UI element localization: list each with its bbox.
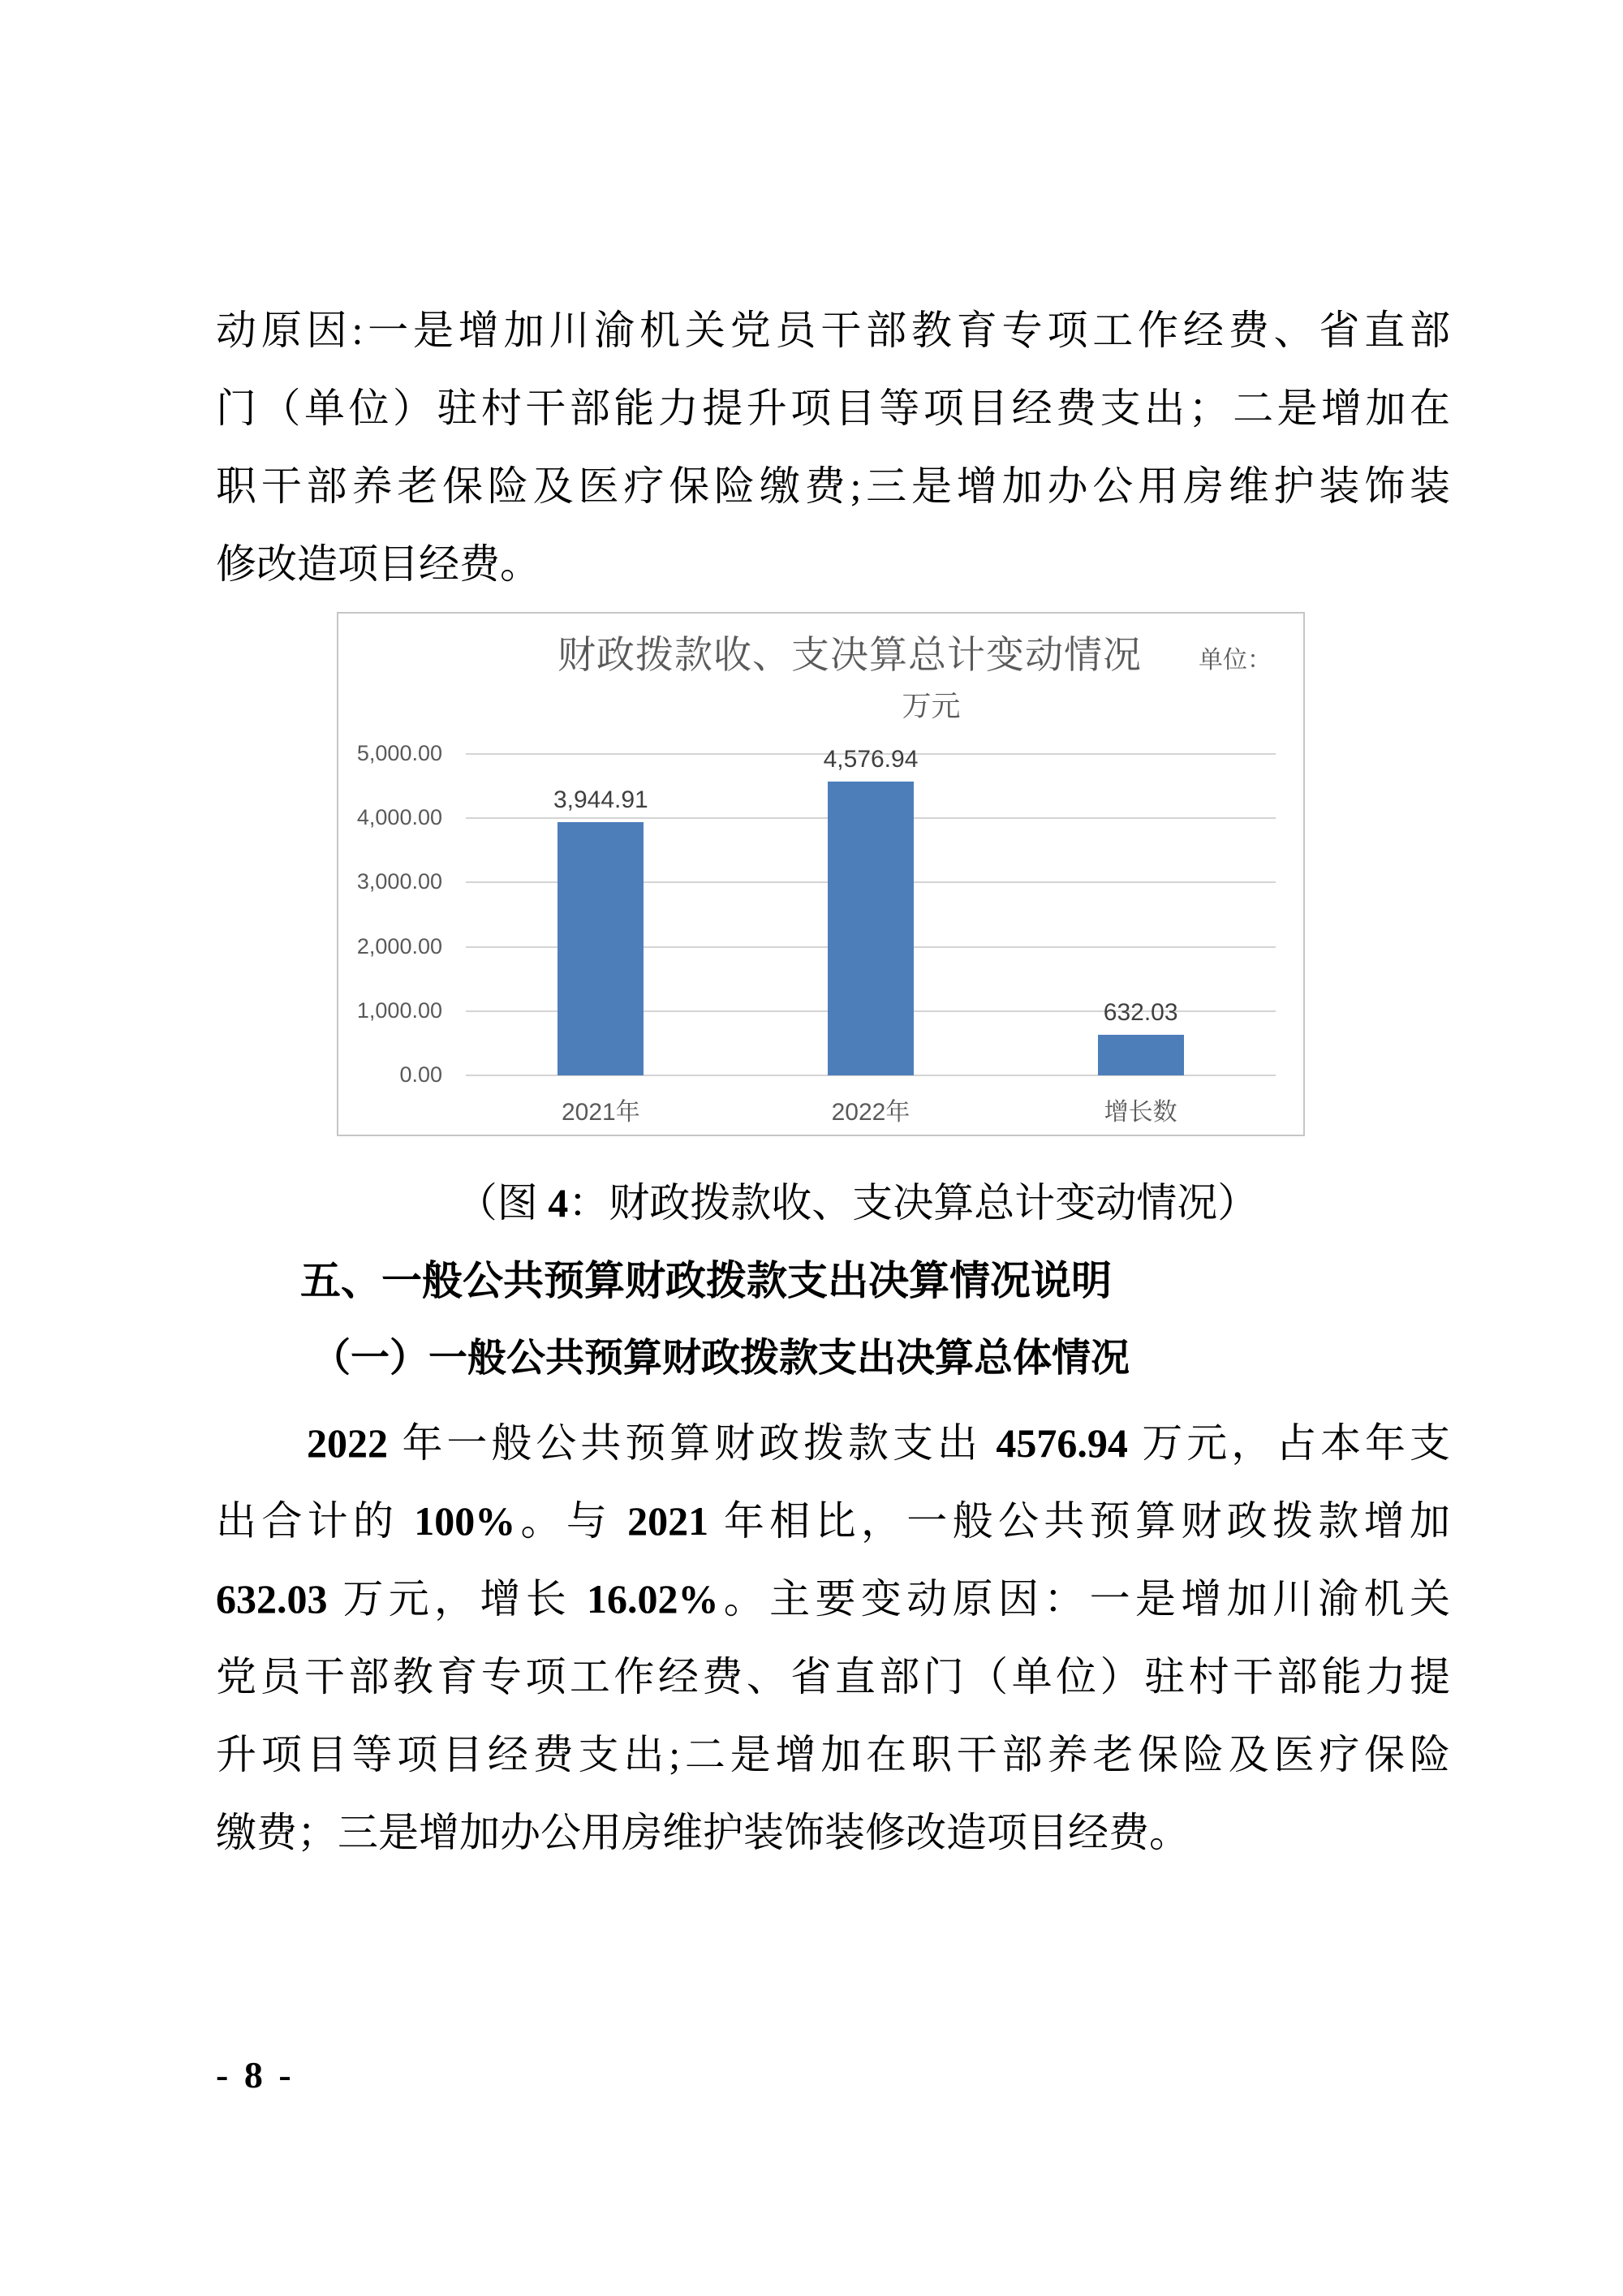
bar-data-label: 4,576.94 [823, 745, 919, 773]
paragraph-line: 党员干部教育专项工作经费、省直部门（单位）驻村干部能力提 [216, 1654, 1450, 1699]
paragraph-line: 632.03 万元，增长 16.02%。主要变动原因：一是增加川渝机关 [216, 1576, 1451, 1622]
section-subheading: （一）一般公共预算财政拨款支出决算总体情况 [312, 1337, 1130, 1380]
fiscal-appropriation-bar-chart [337, 612, 1305, 1136]
chart-bar [1098, 1035, 1184, 1075]
chart-bar [828, 782, 914, 1075]
y-axis-tick-label: 4,000.00 [356, 805, 442, 830]
x-axis-category-label: 2022年 [831, 1099, 911, 1126]
paragraph-line: 修改造项目经费。 [216, 541, 540, 587]
page-number: - 8 - [216, 2054, 295, 2096]
y-axis-tick-label: 1,000.00 [356, 997, 442, 1023]
paragraph-line: 门（单位）驻村干部能力提升项目等项目经费支出；二是增加在 [216, 386, 1450, 431]
figure-caption: （图 4：财政拨款收、支决算总计变动情况） [456, 1180, 1259, 1226]
body-paragraph [216, 1404, 1450, 1872]
paragraph-line: 职干部养老保险及医疗保险缴费;三是增加办公用房维护装饰装 [216, 463, 1450, 509]
paragraph-line: 缴费；三是增加办公用房维护装饰装修改造项目经费。 [216, 1810, 1190, 1855]
bar-data-label: 632.03 [1103, 998, 1178, 1026]
paragraph-line: 出合计的 100%。与 2021 年相比，一般公共预算财政拨款增加 [216, 1498, 1451, 1544]
section-heading: 五、一般公共预算财政拨款支出决算情况说明 [300, 1258, 1112, 1303]
y-axis-tick-label: 5,000.00 [356, 741, 442, 765]
x-axis-category-label: 增长数 [1104, 1099, 1177, 1126]
paragraph-line: 升项目等项目经费支出;二是增加在职干部养老保险及医疗保险 [216, 1732, 1450, 1777]
chart-title-row [338, 625, 1303, 679]
y-axis-tick-label: 0.00 [399, 1062, 442, 1087]
intro-paragraph [216, 291, 1450, 603]
chart-unit-label: 单位： [1199, 647, 1272, 674]
y-axis-tick-label: 3,000.00 [356, 869, 442, 894]
y-axis-tick-label: 2,000.00 [356, 933, 442, 958]
chart-unit-value: 万元 [902, 689, 961, 722]
x-axis-category-label: 2021年 [561, 1099, 640, 1126]
bar-data-label: 3,944.91 [553, 786, 648, 813]
chart-bar [558, 822, 644, 1075]
paragraph-line: 2022 年一般公共预算财政拨款支出 4576.94 万元，占本年支 [307, 1420, 1451, 1466]
chart-title: 财政拨款收、支决算总计变动情况 [558, 633, 1142, 676]
paragraph-line: 动原因:一是增加川渝机关党员干部教育专项工作经费、省直部 [216, 308, 1450, 353]
